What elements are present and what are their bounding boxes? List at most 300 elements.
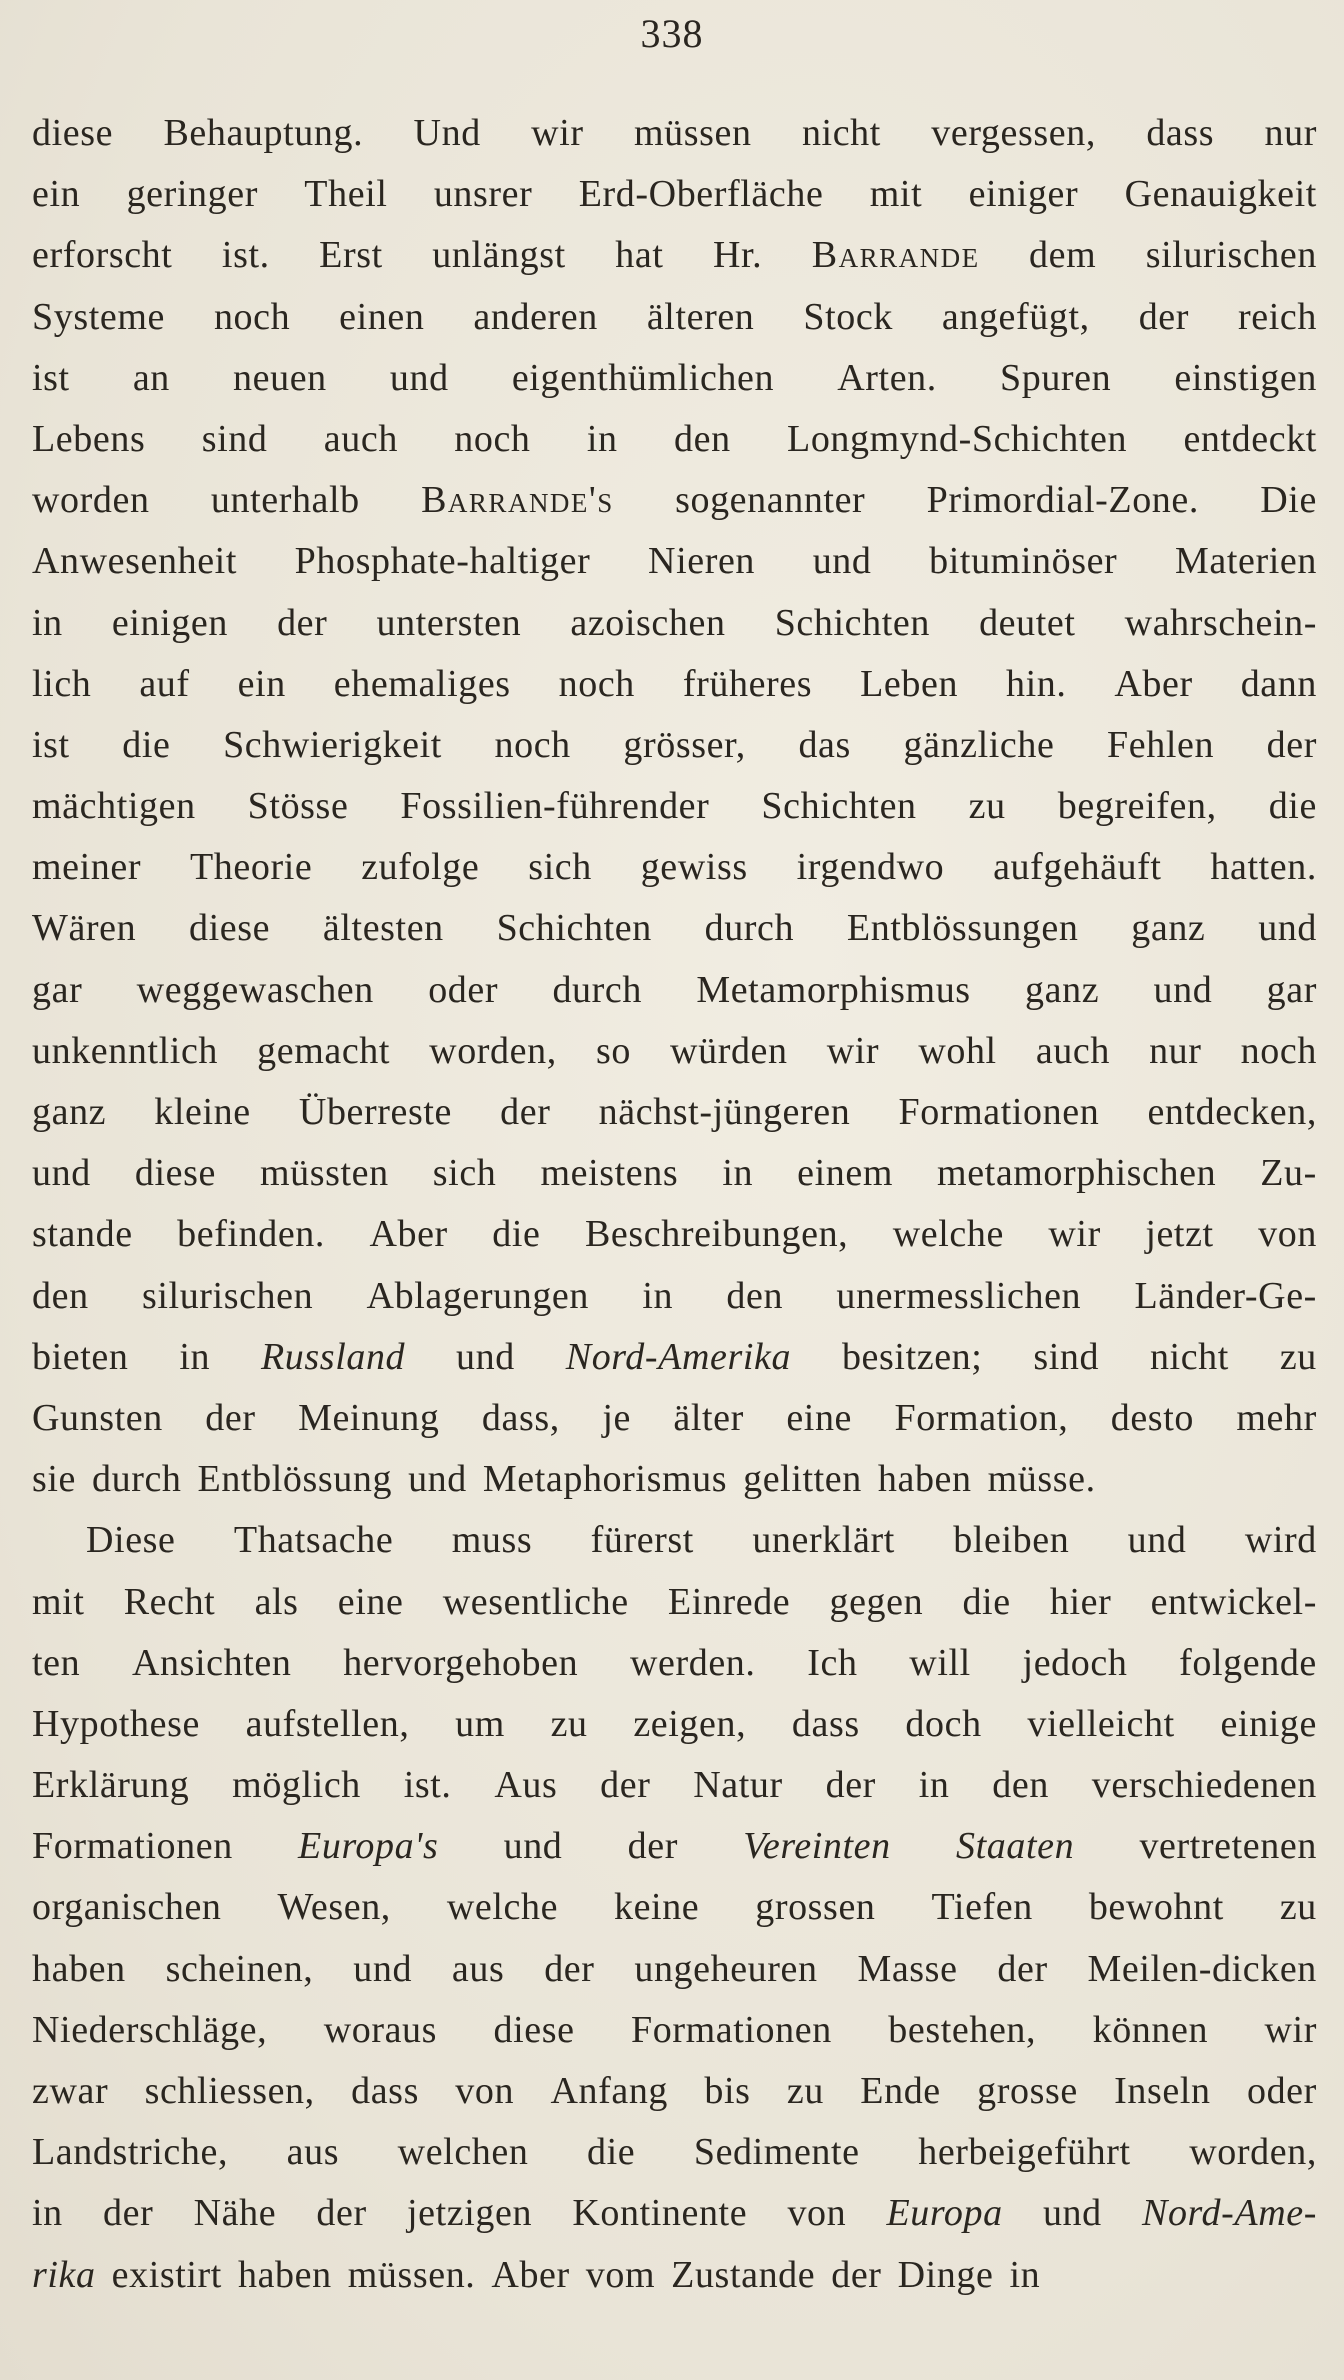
word: der: [600, 1764, 651, 1807]
text-line: [32, 1877, 1317, 1938]
word: um: [455, 1702, 505, 1745]
word: von: [1258, 1213, 1317, 1256]
word: woraus: [323, 2008, 438, 2051]
word: Schichten: [774, 601, 930, 644]
word: und: [812, 540, 872, 583]
text-line: [32, 1510, 1317, 1571]
word: silurischen: [1145, 234, 1317, 277]
word: Ansichten: [131, 1641, 292, 1684]
word: Formation,: [894, 1396, 1069, 1439]
word: entdecken,: [1147, 1091, 1317, 1133]
word: bituminöser: [929, 540, 1118, 583]
word: zu: [786, 2070, 824, 2112]
word: Und: [413, 112, 481, 154]
word: Ende: [860, 2070, 941, 2112]
word: Inseln: [1114, 2070, 1211, 2112]
word: diese: [134, 1152, 216, 1195]
word: Meilen-dicken: [1087, 1947, 1317, 1990]
word: bestehen,: [888, 2008, 1037, 2051]
word: Tiefen: [931, 1886, 1033, 1929]
word: in: [918, 1764, 950, 1807]
word: gemacht: [257, 1029, 391, 1072]
word: ten: [32, 1641, 81, 1684]
word: der: [1138, 295, 1190, 338]
word: zu: [550, 1702, 588, 1745]
word: deutet: [979, 601, 1076, 644]
word: mächtigen: [32, 785, 196, 828]
word: weggewaschen: [136, 968, 374, 1011]
word: ältesten: [322, 907, 444, 950]
word: Materien: [1174, 540, 1317, 583]
word: grossen: [755, 1886, 876, 1929]
word: Sedimente: [693, 2131, 860, 2174]
word: Aber: [369, 1213, 448, 1256]
word: Ablagerungen: [366, 1274, 589, 1317]
word: zeigen,: [633, 1702, 747, 1745]
word: Nieren: [648, 540, 756, 583]
word: Leben: [860, 662, 959, 705]
word: der: [1266, 723, 1317, 766]
word: Behauptung.: [163, 112, 364, 154]
word: eigenthümlichen: [511, 356, 775, 399]
word: unermesslichen: [836, 1274, 1082, 1317]
word: würden: [670, 1029, 788, 1072]
word: unlängst: [432, 234, 566, 277]
word: zu: [968, 785, 1006, 828]
word: Genauigkeit: [1124, 173, 1317, 216]
word: Staaten: [956, 1825, 1075, 1868]
word: in: [1009, 2253, 1041, 2296]
word: Länder-Ge-: [1134, 1274, 1317, 1317]
word: Ich: [807, 1641, 858, 1684]
word: existirt: [111, 2253, 222, 2296]
word: den: [674, 417, 731, 460]
word: hin.: [1005, 662, 1067, 705]
word: älteren: [646, 295, 755, 338]
word: wird: [1244, 1519, 1317, 1562]
text-line: [32, 1388, 1317, 1449]
word: und: [1153, 968, 1213, 1011]
word: dann: [1240, 662, 1317, 705]
word: verschiedenen: [1091, 1764, 1317, 1807]
word: sind: [1033, 1335, 1100, 1378]
word: unkenntlich: [32, 1029, 219, 1072]
word: folgende: [1179, 1641, 1317, 1684]
text-line: [32, 1204, 1317, 1265]
word: sogenannter: [675, 479, 866, 522]
word: metamorphischen: [937, 1152, 1217, 1195]
word: und: [353, 1947, 413, 1990]
word: wohl: [918, 1029, 997, 1072]
word: Recht: [123, 1580, 216, 1623]
word: dass: [791, 1702, 860, 1745]
word: ganz: [1131, 907, 1206, 950]
word: müsse.: [987, 1458, 1096, 1501]
word: Metamorphismus: [696, 968, 971, 1011]
word: Thatsache: [233, 1519, 394, 1562]
text-line: [32, 2245, 1317, 2306]
word: silurischen: [141, 1274, 314, 1317]
word: jetzt: [1145, 1213, 1214, 1256]
word: Hr.: [712, 234, 763, 277]
word: Erklärung: [32, 1764, 190, 1807]
word: gegen: [829, 1580, 924, 1623]
word: kleine: [154, 1091, 251, 1133]
word: einiger: [968, 173, 1079, 216]
word: vergessen,: [931, 112, 1096, 154]
text-line: [32, 715, 1317, 776]
word: können: [1092, 2008, 1209, 2051]
word: und: [1127, 1519, 1187, 1562]
word: will: [909, 1641, 971, 1684]
text-line: [32, 1939, 1317, 2000]
word: aufstellen,: [245, 1702, 410, 1745]
text-line: [32, 1021, 1317, 1082]
word: Hypothese: [32, 1702, 200, 1745]
word: und: [408, 1458, 467, 1501]
text-line: [32, 654, 1317, 715]
word: einstigen: [1174, 356, 1317, 399]
word: in: [586, 417, 618, 460]
word: Phosphate-haltiger: [294, 540, 591, 583]
word: haben: [877, 1458, 972, 1501]
word: an: [132, 356, 170, 399]
word: keine: [613, 1886, 700, 1929]
word: schliessen,: [144, 2070, 315, 2112]
word: fürerst: [590, 1519, 694, 1562]
word: Diese: [86, 1519, 176, 1562]
word: der: [831, 2253, 882, 2296]
word: dass: [351, 2070, 419, 2112]
word: welche: [446, 1886, 559, 1929]
word: der: [316, 2192, 367, 2235]
text-line: [32, 470, 1317, 531]
word: ganz: [1025, 968, 1100, 1011]
word: gar: [1266, 968, 1317, 1011]
word: Gunsten: [32, 1396, 163, 1439]
word: in: [32, 2192, 63, 2235]
word: jedoch: [1022, 1641, 1128, 1684]
word: wesentliche: [442, 1580, 629, 1623]
word: möglich: [232, 1764, 361, 1807]
word: der: [205, 1396, 256, 1439]
text-line: [32, 409, 1317, 470]
word: anderen: [473, 295, 598, 338]
word: ganz: [32, 1091, 107, 1133]
word: Wesen,: [277, 1886, 391, 1929]
word: müssen: [633, 112, 752, 154]
word: Entblössung: [197, 1458, 393, 1501]
body-text: [32, 103, 1317, 2306]
word: Meinung: [298, 1396, 440, 1439]
word: lich: [32, 662, 92, 705]
word: oder: [1246, 2070, 1317, 2112]
word: entwickel-: [1150, 1580, 1317, 1623]
word: wir: [1048, 1213, 1101, 1256]
text-line: [32, 2122, 1317, 2183]
word: ist.: [221, 234, 270, 277]
word: noch: [1240, 1029, 1317, 1072]
word: Lebens: [32, 417, 146, 460]
text-line: [32, 2183, 1317, 2244]
word: einige: [1220, 1702, 1317, 1745]
word: rika: [32, 2253, 96, 2296]
word: zufolge: [361, 846, 480, 889]
word: durch: [92, 1458, 182, 1501]
word: stande: [32, 1213, 133, 1256]
word: Landstriche,: [32, 2131, 229, 2174]
word: bewohnt: [1088, 1886, 1224, 1929]
word: Barrande's: [421, 479, 614, 522]
word: den: [992, 1764, 1049, 1807]
word: und: [32, 1152, 91, 1195]
word: sich: [432, 1152, 497, 1195]
word: aus: [451, 1947, 505, 1990]
word: mit: [869, 173, 923, 216]
word: Formationen: [32, 1825, 233, 1868]
word: oder: [428, 968, 499, 1011]
word: unsrer: [433, 173, 533, 216]
word: Fehlen: [1107, 723, 1215, 766]
word: Erst: [319, 234, 383, 277]
word: Erd-Oberfläche: [578, 173, 824, 216]
word: gewiss: [640, 846, 748, 889]
word: durch: [552, 968, 642, 1011]
text-line: [32, 898, 1317, 959]
word: vertretenen: [1139, 1825, 1317, 1868]
word: je: [602, 1396, 631, 1439]
word: Überreste: [298, 1091, 453, 1133]
word: der: [103, 2192, 154, 2235]
word: in: [722, 1152, 754, 1195]
word: worden,: [1189, 2131, 1317, 2174]
word: Schwierigkeit: [223, 723, 442, 766]
word: die: [587, 2131, 636, 2174]
word: hier: [1049, 1580, 1112, 1623]
text-line: [32, 2061, 1317, 2122]
word: neuen: [233, 356, 327, 399]
word: unterhalb: [210, 479, 360, 522]
word: worden: [32, 479, 150, 522]
word: auch: [323, 417, 398, 460]
text-line: [32, 1266, 1317, 1327]
word: azoischen: [570, 601, 726, 644]
word: Europa: [886, 2192, 1003, 2235]
word: mit: [32, 1580, 85, 1623]
word: sie: [32, 1458, 77, 1501]
word: Dinge: [897, 2253, 994, 2296]
word: Entblössungen: [846, 907, 1079, 950]
word: und: [1042, 2192, 1102, 2235]
word: Zu-: [1260, 1152, 1317, 1195]
word: mehr: [1236, 1396, 1317, 1439]
word: Vereinten: [743, 1825, 891, 1868]
word: befinden.: [177, 1213, 325, 1256]
word: Beschreibungen,: [584, 1213, 849, 1256]
word: haben: [237, 2253, 332, 2296]
word: worden,: [429, 1029, 557, 1072]
word: Theil: [304, 173, 388, 216]
word: noch: [558, 662, 635, 705]
word: muss: [451, 1519, 533, 1562]
word: Wären: [32, 907, 137, 950]
word: grösser,: [623, 723, 746, 766]
word: besitzen;: [841, 1335, 983, 1378]
word: ehemaliges: [333, 662, 511, 705]
word: entdeckt: [1183, 417, 1317, 460]
word: ungeheuren: [634, 1947, 818, 1990]
text-line: [32, 225, 1317, 286]
word: scheinen,: [165, 1947, 314, 1990]
word: meiner: [32, 846, 142, 889]
text-line: [32, 960, 1317, 1021]
word: Stock: [803, 295, 893, 338]
word: Nord-Ame-: [1142, 2192, 1317, 2235]
word: meistens: [540, 1152, 679, 1195]
word: gänzliche: [903, 723, 1055, 766]
word: ist: [32, 723, 70, 766]
word: zwar: [32, 2070, 109, 2112]
word: den: [726, 1274, 784, 1317]
word: noch: [213, 295, 291, 338]
word: Stösse: [247, 785, 349, 828]
word: irgendwo: [796, 846, 945, 889]
word: noch: [494, 723, 571, 766]
word: nur: [1264, 112, 1317, 154]
word: dass: [1146, 112, 1215, 154]
word: wahrschein-: [1124, 601, 1317, 644]
word: zu: [1279, 1886, 1317, 1929]
word: in: [179, 1335, 211, 1378]
word: unerklärt: [752, 1519, 895, 1562]
word: Aber: [1114, 662, 1193, 705]
word: eine: [786, 1396, 853, 1439]
word: der: [997, 1947, 1048, 1990]
word: Kontinente: [572, 2192, 748, 2235]
word: und: [1258, 907, 1317, 950]
text-line: [32, 1572, 1317, 1633]
word: Formationen: [898, 1091, 1100, 1133]
word: Masse: [857, 1947, 958, 1990]
word: älter: [673, 1396, 744, 1439]
word: in: [32, 601, 63, 644]
word: Russland: [261, 1335, 406, 1378]
word: haben: [32, 1947, 126, 1990]
word: die: [122, 723, 171, 766]
word: sind: [201, 417, 268, 460]
word: Spuren: [999, 356, 1112, 399]
word: Niederschläge,: [32, 2008, 268, 2051]
word: dass,: [481, 1396, 560, 1439]
text-line: [32, 287, 1317, 348]
text-line: [32, 1449, 1317, 1510]
word: Arten.: [837, 356, 937, 399]
word: untersten: [376, 601, 522, 644]
word: bis: [704, 2070, 751, 2112]
word: noch: [454, 417, 531, 460]
word: Schichten: [496, 907, 652, 950]
word: der: [627, 1825, 678, 1868]
word: welche: [892, 1213, 1004, 1256]
word: welchen: [397, 2131, 529, 2174]
word: Schichten: [761, 785, 917, 828]
word: werden.: [629, 1641, 756, 1684]
word: diese: [493, 2008, 575, 2051]
word: sich: [528, 846, 592, 889]
word: wir: [531, 112, 584, 154]
word: Anwesenheit: [32, 540, 237, 583]
word: Nähe: [193, 2192, 277, 2235]
word: ein: [237, 662, 286, 705]
word: und: [389, 356, 449, 399]
word: herbeigeführt: [918, 2131, 1131, 2174]
text-line: [32, 776, 1317, 837]
word: nur: [1149, 1029, 1202, 1072]
word: ist: [32, 356, 70, 399]
word: auch: [1035, 1029, 1110, 1072]
word: einigen: [111, 601, 228, 644]
word: desto: [1110, 1396, 1194, 1439]
word: zu: [1279, 1335, 1317, 1378]
word: Formationen: [631, 2008, 832, 2051]
word: einem: [797, 1152, 893, 1195]
word: hervorgehoben: [343, 1641, 579, 1684]
text-line: [32, 1082, 1317, 1143]
word: Einrede: [667, 1580, 791, 1623]
word: geringer: [126, 173, 258, 216]
text-line: [32, 348, 1317, 409]
word: wir: [1264, 2008, 1317, 2051]
text-line: [32, 1694, 1317, 1755]
word: die: [492, 1213, 541, 1256]
word: Die: [1260, 479, 1317, 522]
word: Systeme: [32, 295, 165, 338]
word: gelitten: [743, 1458, 862, 1501]
word: begreifen,: [1057, 785, 1217, 828]
word: in: [642, 1274, 674, 1317]
word: hat: [615, 234, 664, 277]
word: ist.: [403, 1764, 452, 1807]
word: grosse: [977, 2070, 1078, 2112]
text-line: [32, 1755, 1317, 1816]
word: einen: [339, 295, 425, 338]
word: hatten.: [1210, 846, 1317, 889]
word: jetzigen: [407, 2192, 533, 2235]
word: Theorie: [189, 846, 313, 889]
word: bleiben: [953, 1519, 1070, 1562]
word: vielleicht: [1027, 1702, 1175, 1745]
word: der: [500, 1091, 551, 1133]
word: müssen.: [347, 2253, 476, 2296]
word: der: [825, 1764, 876, 1807]
word: angefügt,: [941, 295, 1090, 338]
word: die: [1268, 785, 1317, 828]
text-line: [32, 1816, 1317, 1877]
word: nächst-jüngeren: [598, 1091, 851, 1133]
word: diese: [32, 112, 114, 154]
word: nicht: [1149, 1335, 1229, 1378]
word: aus: [286, 2131, 340, 2174]
word: Metaphorismus: [482, 1458, 728, 1501]
word: doch: [905, 1702, 982, 1745]
word: aufgehäuft: [993, 846, 1162, 889]
word: Primordial-Zone.: [926, 479, 1199, 522]
word: das: [798, 723, 851, 766]
word: reich: [1237, 295, 1317, 338]
text-line: [32, 531, 1317, 592]
word: Anfang: [550, 2070, 669, 2112]
word: organischen: [32, 1886, 222, 1929]
